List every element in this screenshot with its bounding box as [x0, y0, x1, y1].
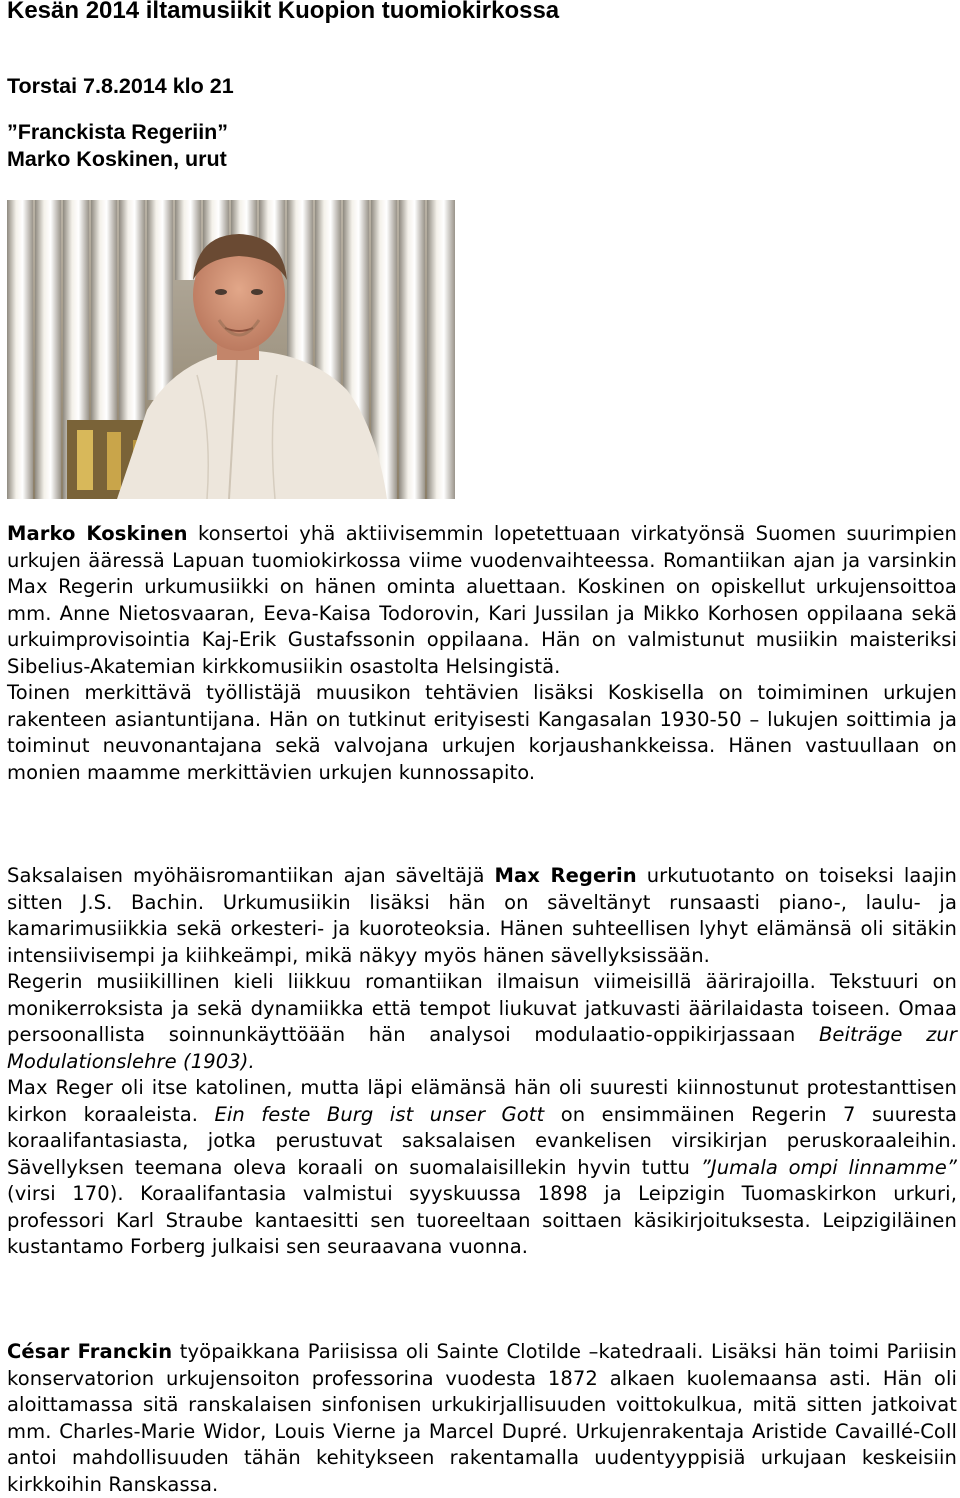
koskinen-intro: konsertoi yhä aktiivisemmin lopetettuaan virkatyönsä Suomen suurimpien urkujen ääressä Lapuan tuomiokirkossa viime vuodenvaihteessa. — [7, 522, 957, 572]
koskinen-name: Marko Koskinen — [7, 522, 188, 545]
reger-catholic: Max Reger oli itse katolinen, mutta läpi elämänsä hän oli suuresti kiinnostunut protestanttisen kirkon koraaleista. — [7, 1076, 957, 1126]
concert-date: Torstai 7.8.2014 klo 21 — [7, 74, 234, 98]
organist-photo-graphic — [7, 200, 455, 499]
paragraph-koskinen — [7, 521, 957, 786]
reger-hymn-title: ”Jumala ompi linnamme” — [700, 1155, 958, 1179]
reger-premiere: (virsi 170). Koraalifantasia valmistui syyskuussa 1898 ja Leipzigin Tuomaskirkon urkuri, professori Karl Straube kantaesitti sen tuoreeltaan soittaen käsikirjoituksesta. Leipzigiläinen kustantamo Forberg julkaisi sen seuraavana vuonna. — [7, 1182, 957, 1258]
reger-intro-b: urkutuotanto on toiseksi laajin sitten J.S. Bachin. Urkumusiikin lisäksi hän on säveltänyt runsaasti piano-, laulu- ja kamarimusiikkia sekä orkesteri- ja kuoroteoksia. Hänen suhteellisen lyhyt elämänsä oli sitäkin intensiivisempi ja kiihkeämpi, mikä näkyy myös hänen sävellyksissään. — [7, 864, 957, 967]
reger-work-title: Ein feste Burg ist unser Gott — [214, 1102, 545, 1126]
koskinen-expert: Toinen merkittävä työllistäjä muusikon tehtävien lisäksi Koskisella on toimiminen urkujen rakenteen asiantuntijana. Hän on tutkinut erityisesti Kangasalan 1930-50 – lukujen soittimia ja toiminut neuvonantajana sekä valvojana urkujen korjaushankkeissa. Hänen vastuullaan on monien maamme merkittävien urkujen kunnossapito. — [7, 681, 957, 784]
franck-text: työpaikkana Pariisissa oli Sainte Clotilde –katedraali. Lisäksi hän toimi Pariisin konservatorion urkujensoiton professorina vuodesta 1872 alkaen kuolemaansa asti. Hän oli aloittamassa sitä ranskalaisen sinfonisen urkukirjallisuuden voittokulkua, mitä sitten jatkoivat mm. Charles-Marie Widor, Louis Vierne ja Marcel Dupré. Urkujenrakentaja Aristide Cavaillé-Coll antoi mahdollisuuden tähän kehitykseen rakentamalla uudentyyppisiä urkujaan keskeisiin kirkkoihin Ranskassa. — [7, 1340, 957, 1496]
document-title: Kesän 2014 iltamusiikit Kuopion tuomiokirkossa — [7, 0, 560, 24]
organist-photo — [7, 200, 455, 499]
performer-line: Marko Koskinen, urut — [7, 147, 227, 171]
reger-language: Regerin musiikillinen kieli liikkuu romantiikan ilmaisun viimeisillä äärirajoilla. Tekstuuri on monikerroksista ja sekä dynamiikka että tempot liukuvat jatkuvasti äärilaidasta toiseen. Omaa persoonallista soinnunkäyttöään hän analysoi modulaatio-oppikirjassaan — [7, 970, 957, 1046]
reger-fantasia: on ensimmäinen Regerin 7 suuresta koraalifantasiasta, jotka perustuvat saksalaisen evankelisen virsikirjan peruskoraaleihin. Sävellyksen teemana oleva koraali on suomalaisillekin hyvin tuttu — [7, 1102, 957, 1179]
koskinen-romantic: Romantiikan ajan ja varsinkin Max Regerin urkumusiikki on hänen ominta aluettaan. — [7, 548, 957, 598]
paragraph-franck — [7, 1339, 957, 1498]
franck-name: César Franckin — [7, 1340, 173, 1363]
reger-intro-a: Saksalaisen myöhäisromantiikan ajan säveltäjä — [7, 864, 495, 887]
program-title: ”Franckista Regeriin” — [7, 120, 229, 144]
reger-name: Max Regerin — [494, 864, 637, 887]
reger-book-title: Beiträge zur Modulationslehre (1903). — [7, 1023, 957, 1073]
paragraph-reger — [7, 863, 957, 1261]
koskinen-studies: Koskinen on opiskellut urkujensoittoa mm. Anne Nietosvaaran, Eeva-Kaisa Todorovin, Kari Jussilan ja Mikko Korhosen oppilaana sekä urkuimprovisointia Kaj-Erik Gustafssonin oppilaana. Hän on valmistunut musiikin maisteriksi Sibelius-Akatemian kirkkomusiikin osastolta Helsingistä. — [7, 575, 957, 678]
